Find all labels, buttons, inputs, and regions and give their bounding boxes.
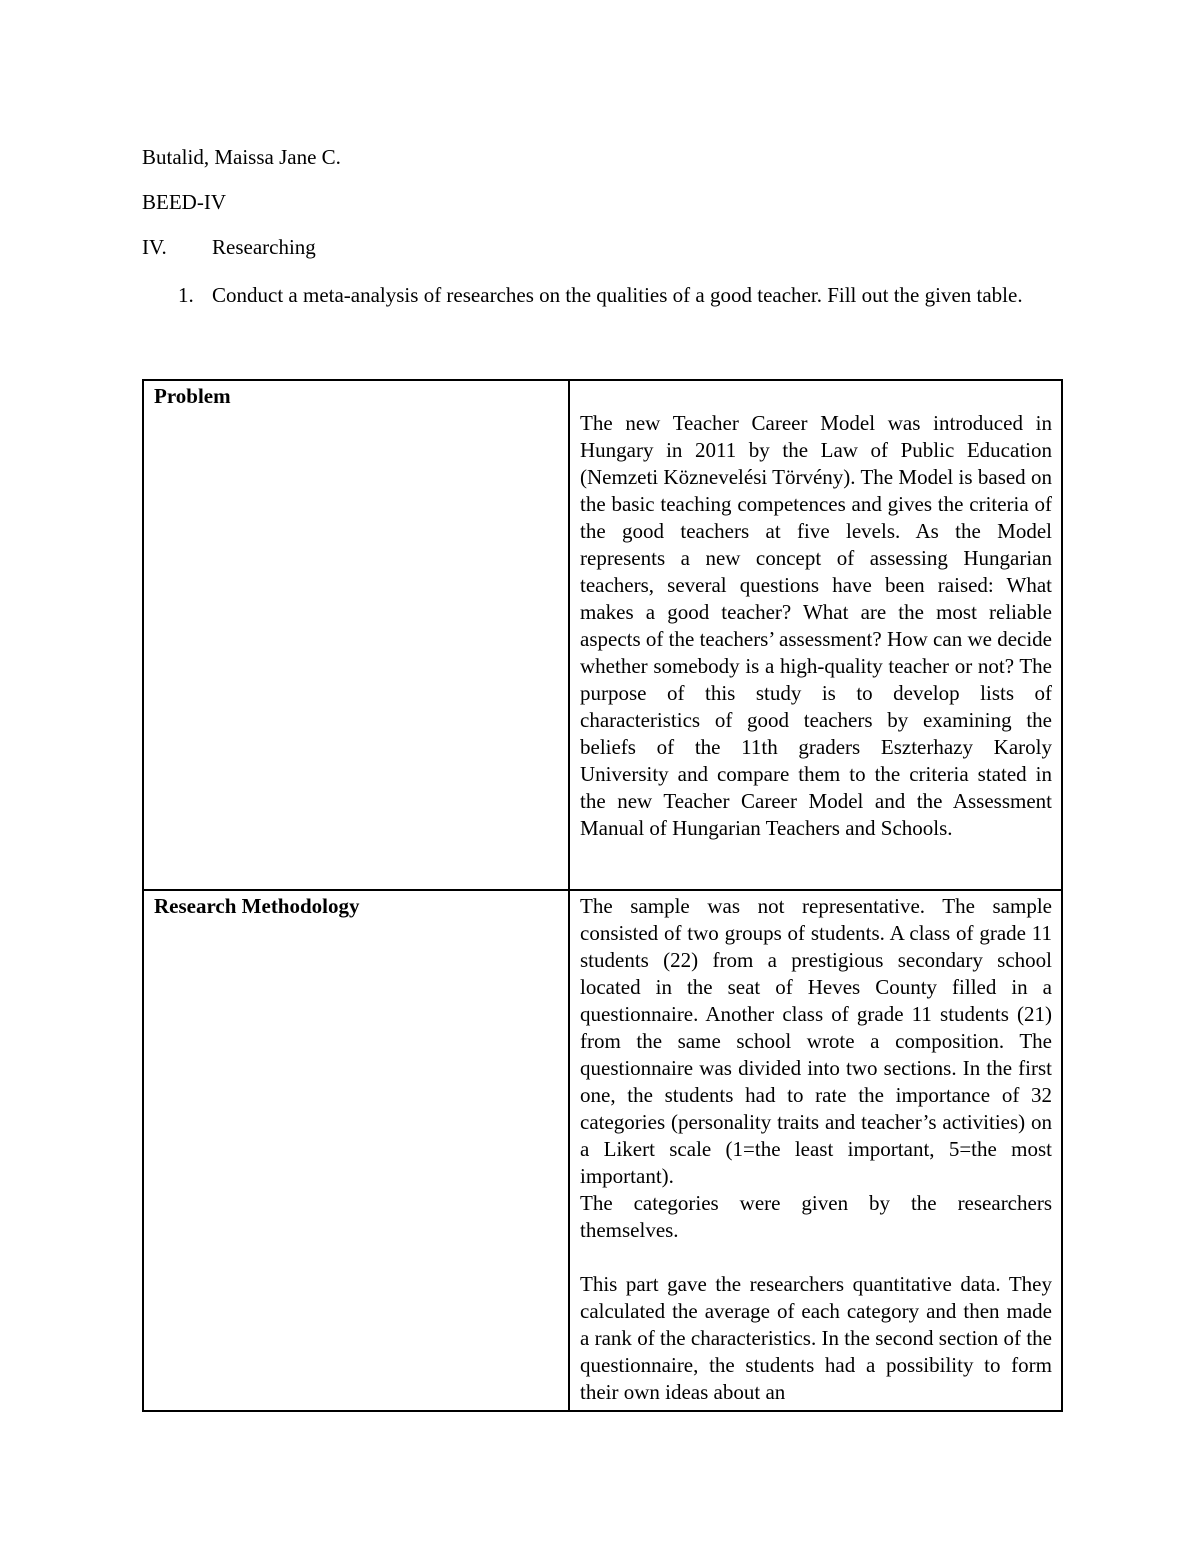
methodology-clip [570,891,1061,1408]
table-row-problem [143,380,1062,890]
meta-analysis-table [142,379,1063,1412]
table-row-methodology [143,890,1062,1411]
label-cell [143,380,569,890]
student-name: Butalid, Maissa Jane C. [142,145,341,169]
methodology-paragraph-1: The sample was not representative. The sample consisted of two groups of students. A class of grade 11 students (22) from a prestigious secondary school located in the seat of Heves County filled in a questionnaire. Another class of grade 11 students (21) from the same school wrote a composition. The questionnaire was divided into two sections. In the first one, the students had to rate the importance of 32 categories (personality traits and teacher’s activities) on a Likert scale (1=the least important, 5=the most important). [580,894,1052,1188]
problem-content [570,381,1061,842]
methodology-content [570,891,1061,1406]
label-cell [143,890,569,1411]
methodology-paragraph-3: This part gave the researchers quantitative data. They calculated the average of each category and then made a rank of the characteristics. In the second section of the questionnaire, the students had a possibility to form their own ideas about an [580,1272,1052,1404]
course-label: BEED-IV [142,190,226,214]
content-cell [569,380,1062,890]
section-title: Researching [212,235,316,259]
task-instruction: Conduct a meta-analysis of researches on the qualities of a good teacher. Fill out the given table. [212,283,1023,307]
methodology-paragraph-2: The categories were given by the researchers themselves. [580,1191,1052,1242]
content-cell [569,890,1062,1411]
row-label-methodology: Research Methodology [154,894,360,918]
row-label-problem: Problem [154,384,231,408]
task-number: 1. [178,283,194,307]
problem-paragraph: The new Teacher Career Model was introduced in Hungary in 2011 by the Law of Public Education (Nemzeti Köznevelési Törvény). The Model is based on the basic teaching competences and gives the criteria of the good teachers at five levels. As the Model represents a new concept of assessing Hungarian teachers, several questions have been raised: What makes a good teacher? What are the most reliable aspects of the teachers’ assessment? How can we decide whether somebody is a high-quality teacher or not? The purpose of this study is to develop lists of characteristics of good teachers by examining the beliefs of the 11th graders Eszterhazy Karoly University and compare them to the criteria stated in the new Teacher Career Model and the Assessment Manual of Hungarian Teachers and Schools. [580,411,1052,840]
section-number: IV. [142,235,167,259]
